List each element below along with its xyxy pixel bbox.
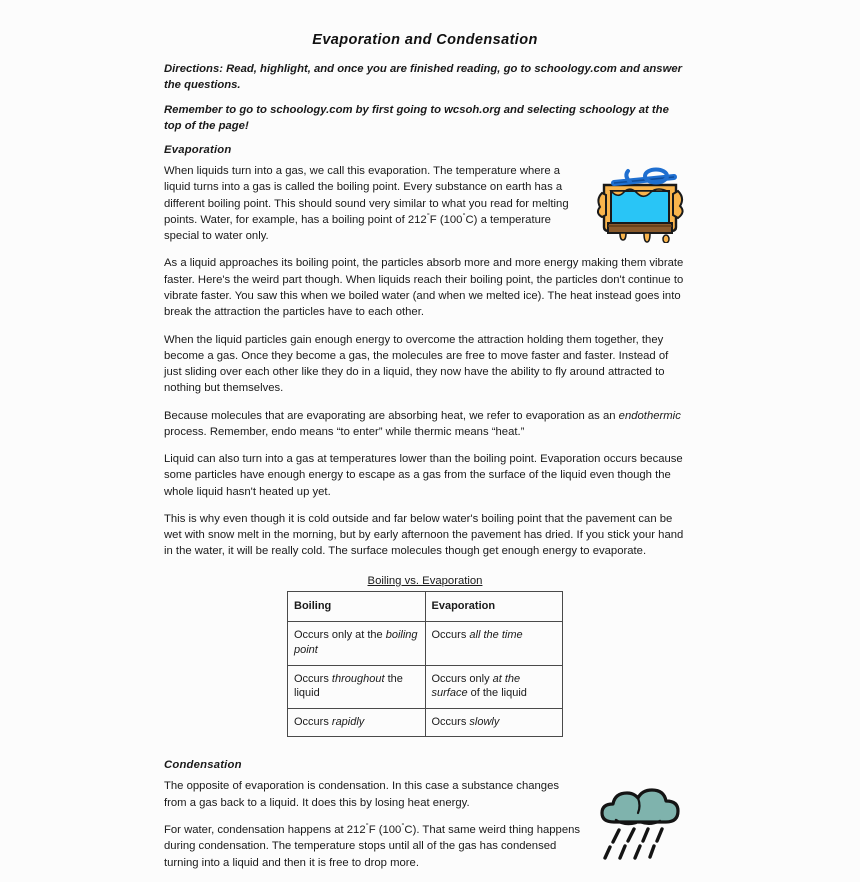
evaporation-heading: Evaporation (164, 144, 232, 157)
cell-boiling-3 (288, 708, 426, 737)
table-row (288, 665, 563, 708)
cell-boiling-2 (288, 665, 426, 708)
cell-emphasis: all the time (469, 629, 523, 642)
evap-p4-part-b: process. Remember, endo means “to enter” while thermic means “heat.” (164, 425, 525, 438)
page-title: Evaporation and Condensation (312, 32, 538, 48)
table-row (288, 622, 563, 665)
evaporation-paragraph-4 (164, 408, 686, 441)
evap-p1-part-b: F (100 (429, 213, 463, 226)
evaporation-paragraph-3: When the liquid particles gain enough energy to overcome the attraction holding them together, they become a gas. Once they become a gas, the molecules are free to move faster and faster. Instead of just sliding over each other like they do in a liquid, they now have the ability to fly around attracted to nothing but themselves. (164, 333, 669, 395)
degree-symbol-f: ° (426, 211, 430, 221)
evaporation-paragraph-6: This is why even though it is cold outside and far below water's boiling point that the pavement can be wet with snow melt in the morning, but by early afternoon the pavement has dried. If you stick your hand in the water, it will be really cold. The surface molecules though get enough energy to evaporate. (164, 512, 684, 558)
condensation-paragraph-1: The opposite of evaporation is condensation. In this case a substance changes from a gas back to a liquid. It does this by losing heat energy. (164, 780, 560, 809)
cell-evaporation-3 (425, 708, 563, 737)
cell-text: Occurs (431, 629, 470, 642)
degree-symbol-c: ° (401, 821, 405, 831)
cell-emphasis: slowly (469, 715, 500, 728)
document-content (164, 32, 686, 882)
cell-emphasis: at the surface (431, 672, 521, 700)
cell-emphasis: boiling point (294, 629, 418, 656)
rain-cloud-icon (594, 782, 686, 862)
degree-symbol-c: ° (462, 211, 466, 221)
cell-evaporation-1 (425, 622, 563, 665)
evap-p1-part-c: C) a temperature special to water only. (164, 213, 551, 243)
cell-text: Occurs (294, 672, 332, 685)
cell-text-tail: of the liquid (467, 687, 527, 700)
table-header-row (288, 591, 563, 622)
table-row (288, 708, 563, 737)
degree-symbol-f: ° (365, 821, 369, 831)
cell-emphasis: throughout (331, 672, 385, 685)
directions-paragraph-2: Remember to go to schoology.com by first going to wcsoh.org and selecting schoology at the top of the page! (164, 104, 669, 133)
cell-text: Occurs only (431, 672, 493, 685)
endothermic-term: endothermic (618, 409, 681, 422)
column-header-evaporation: Evaporation (425, 591, 563, 622)
cond-p2-part-c: C). That same weird thing happens during condensation. The temperature stops until all of the gas has condensed turning into a liquid and then it is free to drop more. (164, 823, 581, 869)
cell-text-tail: the liquid (294, 672, 403, 700)
evaporation-paragraph-5: Liquid can also turn into a gas at temperatures lower than the boiling point. Evaporation occurs because some particles have enough energy to escape as a gas from the surface of the liquid even though the whole liquid hasn't heated up yet. (164, 453, 683, 498)
cell-emphasis: rapidly (331, 715, 365, 728)
column-header-boiling: Boiling (288, 591, 426, 622)
boiling-vs-evaporation-table (287, 591, 563, 738)
evap-p1-part-a: When liquids turn into a gas, we call this evaporation. The temperature where a liquid turns into a gas is called the boiling point. Every substance on earth has a different boiling point. This should sound very similar to what you read for melting points. Water, for example, has a boiling point of 212 (164, 165, 569, 226)
cond-p2-part-b: F (100 (368, 823, 402, 836)
directions-paragraph-1: Directions: Read, highlight, and once you are finished reading, go to schoology.com and answer the questions. (164, 63, 683, 92)
cell-boiling-1 (288, 622, 426, 665)
condensation-section (164, 759, 686, 881)
cond-p2-part-a: For water, condensation happens at 212 (164, 823, 366, 836)
evaporation-paragraph-2: As a liquid approaches its boiling point, the particles absorb more and more energy making them vibrate faster. Here's the weird part though. When liquids reach their boiling point, the particles don't continue to vibrate faster. You saw this when we boiled water (and when we melted ice). The heat instead goes into break the attraction the particles have to each other. (164, 257, 684, 319)
table-caption: Boiling vs. Evaporation (367, 574, 483, 587)
evap-p4-part-a: Because molecules that are evaporating are absorbing heat, we refer to evaporation as an (164, 409, 619, 422)
cell-text: Occurs only at the (294, 629, 386, 642)
cell-text: Occurs (431, 715, 470, 728)
boiling-pot-icon (594, 165, 686, 243)
cell-evaporation-2 (425, 665, 563, 708)
cell-text: Occurs (294, 715, 332, 728)
condensation-heading: Condensation (164, 759, 242, 772)
